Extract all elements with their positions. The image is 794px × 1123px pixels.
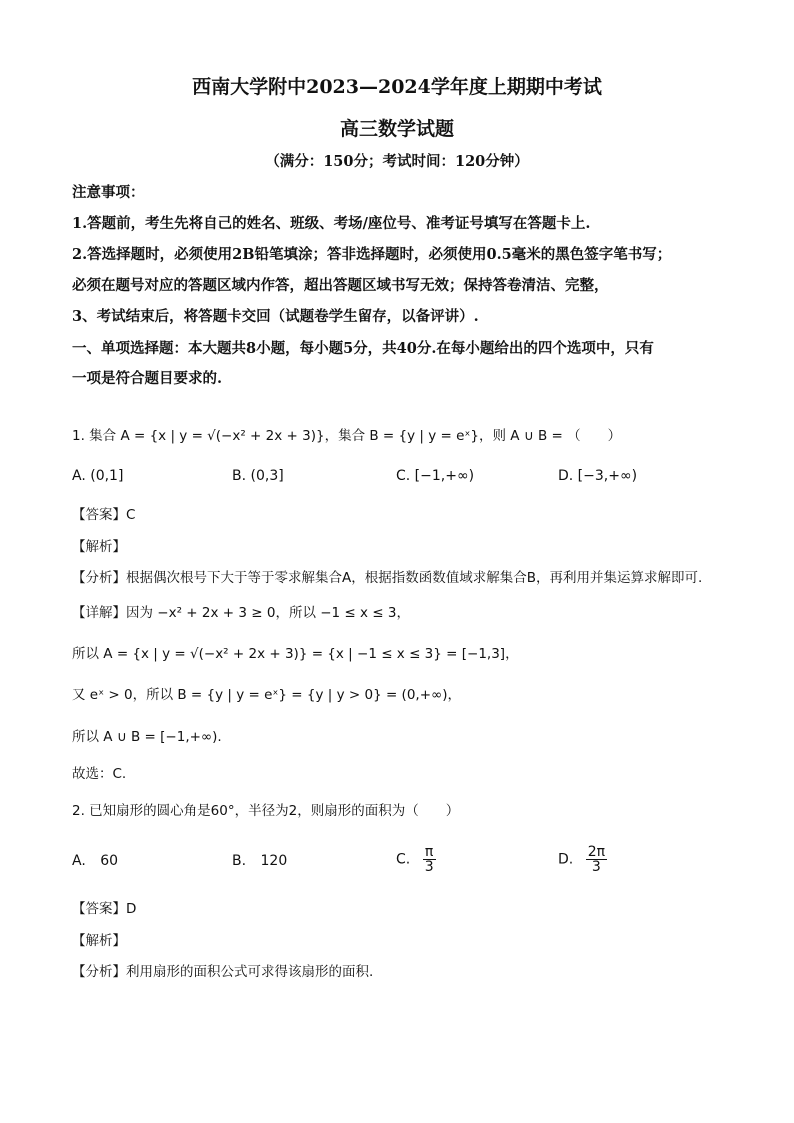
q2-option-c-numerator: π: [423, 845, 436, 860]
q1-option-c: C. [−1,+∞): [396, 468, 475, 484]
q2-option-a: [72, 853, 118, 869]
q2-analysis: 【分析】利用扇形的面积公式可求得该扇形的面积.: [72, 964, 374, 980]
q1-detail-3: 又 eˣ > 0，所以 B = {y | y = eˣ} = {y | y > 0} = (0,+∞)，: [72, 687, 462, 703]
q2-stem: 2. 已知扇形的圆心角是60°，半径为2，则扇形的面积为（ ）: [72, 803, 460, 819]
q1-option-d: D. [−3,+∞): [558, 468, 638, 484]
q2-option-c-label: C.: [396, 851, 411, 868]
q2-option-d: [558, 845, 607, 874]
note-item-1: 1.答题前，考生先将自己的姓名、班级、考场/座位号、准考证号填写在答题卡上.: [72, 215, 591, 232]
q1-jiexi: 【解析】: [72, 539, 126, 555]
notes-heading: 注意事项：: [72, 184, 145, 201]
q1-detail-4: 所以 A ∪ B = [−1,+∞).: [72, 729, 222, 745]
q2-option-c-denominator: 3: [424, 859, 434, 875]
q2-option-c-fraction: [423, 845, 436, 874]
q1-option-a: A. (0,1]: [72, 468, 124, 484]
q2-option-a-value: 60: [100, 853, 119, 869]
exam-title: 西南大学附中2023—2024学年度上期期中考试: [192, 76, 602, 98]
q2-jiexi: 【解析】: [72, 933, 126, 949]
q1-detail-1: 【详解】因为 −x² + 2x + 3 ≥ 0，所以 −1 ≤ x ≤ 3，: [72, 605, 411, 621]
exam-info: （满分：150分；考试时间：120分钟）: [265, 153, 529, 170]
q2-option-d-label: D.: [558, 851, 574, 868]
q1-option-b: B. (0,3]: [232, 468, 284, 484]
q1-detail-2: 所以 A = {x | y = √(−x² + 2x + 3)} = {x | −1 ≤ x ≤ 3} = [−1,3]，: [72, 646, 519, 662]
q2-option-d-denominator: 3: [591, 859, 601, 875]
exam-subtitle: 高三数学试题: [339, 118, 454, 140]
q2-option-d-numerator: 2π: [587, 844, 606, 860]
note-item-3: 3、考试结束后，将答题卡交回（试题卷学生留存，以备评讲）.: [72, 308, 479, 325]
q1-stem: 1. 集合 A = {x | y = √(−x² + 2x + 3)}，集合 B = {y | y = eˣ}，则 A ∪ B = （ ）: [72, 428, 622, 444]
note-item-2-cont: 必须在题号对应的答题区域内作答，超出答题区域书写无效；保持答卷清洁、完整，: [72, 277, 609, 294]
q2-option-b-label: B.: [232, 853, 247, 869]
q2-option-b-value: 120: [260, 853, 288, 869]
q2-answer: 【答案】D: [72, 901, 137, 917]
q2-option-b: [232, 853, 287, 869]
section-heading-line1: 一、单项选择题：本大题共8小题，每小题5分，共40分.在每小题给出的四个选项中，只有: [72, 340, 654, 357]
section-heading-line2: 一项是符合题目要求的.: [72, 370, 223, 387]
q1-analysis: 【分析】根据偶次根号下大于等于零求解集合A，根据指数函数值域求解集合B，再利用并集运算求解即可.: [72, 570, 703, 586]
q1-detail-5: 故选：C.: [72, 766, 127, 782]
note-item-2: 2.答选择题时，必须使用2B铅笔填涂；答非选择题时，必须使用0.5毫米的黑色签字笔书写；: [72, 246, 672, 263]
q2-option-d-fraction: [586, 845, 607, 874]
q2-option-c: [396, 845, 436, 874]
q2-option-a-label: A.: [72, 853, 86, 869]
q1-answer: 【答案】C: [72, 507, 136, 523]
